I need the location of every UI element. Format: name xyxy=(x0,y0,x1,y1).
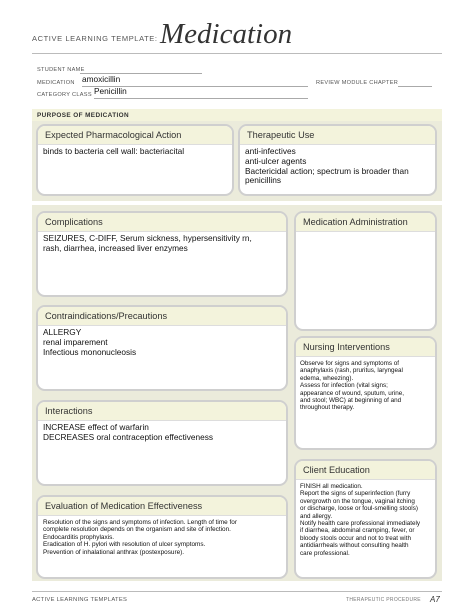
expected-action-title: Expected Pharmacological Action xyxy=(38,126,232,145)
review-module-label: REVIEW MODULE CHAPTER xyxy=(316,80,399,86)
client-education-body[interactable] xyxy=(296,480,435,560)
body-line: penicillins xyxy=(245,175,281,186)
body-line: or discharge, loose or foul-smelling stools) xyxy=(300,505,418,513)
body-line: DECREASES oral contraception effectiveness xyxy=(43,431,214,442)
interactions-title: Interactions xyxy=(38,402,286,421)
body-line: Assess for infection (vital signs; xyxy=(300,382,388,390)
body-line: Endocarditis prophylaxis. xyxy=(43,533,115,541)
body-line: rash, diarrhea, increased liver enzymes xyxy=(43,242,188,253)
evaluation-title: Evaluation of Medication Effectiveness xyxy=(38,497,286,516)
body-line: Prevention of inhalational anthrax (postexposure). xyxy=(43,548,185,556)
contraindications-card xyxy=(36,305,288,391)
client-education-title: Client Education xyxy=(296,461,435,480)
expected-action-body[interactable] xyxy=(38,145,232,159)
therapeutic-use-title: Therapeutic Use xyxy=(240,126,435,145)
footer-right-text: THERAPEUTIC PROCEDURE xyxy=(346,597,421,603)
category-class-label: CATEGORY CLASS xyxy=(37,92,92,98)
medication-label: MEDICATION xyxy=(37,80,75,86)
contraindications-title: Contraindications/Precautions xyxy=(38,307,286,326)
footer-left-text: ACTIVE LEARNING TEMPLATES xyxy=(32,597,128,603)
student-name-label: STUDENT NAME xyxy=(37,67,85,73)
page-number: A7 xyxy=(430,595,440,604)
body-line: renal imparement xyxy=(43,336,108,347)
body-line: care professional. xyxy=(300,549,350,557)
complications-title: Complications xyxy=(38,213,286,232)
body-line: Report the signs of superinfection (furry xyxy=(300,490,411,498)
review-module-field[interactable] xyxy=(398,86,432,87)
category-class-value[interactable]: Penicillin xyxy=(94,86,127,96)
body-line: overgrowth on the tongue, vaginal itching xyxy=(300,497,415,505)
complications-body[interactable] xyxy=(38,232,286,256)
medication-administration-card xyxy=(294,211,437,331)
interactions-card xyxy=(36,400,288,486)
body-line: Resolution of the signs and symptoms of infection. Length of time for xyxy=(43,519,237,526)
page-title: Medication xyxy=(160,18,293,50)
body-line: Bactericidal action; spectrum is broader than xyxy=(245,165,409,176)
therapeutic-use-body[interactable] xyxy=(240,145,435,188)
body-line: if diarrhea, abdominal cramping, fever, or xyxy=(300,527,415,535)
body-line: appearance of wound, sputum, urine, xyxy=(300,389,404,397)
medication-administration-title: Medication Administration xyxy=(296,213,435,232)
body-line: FINISH all medication. xyxy=(300,483,363,490)
interactions-body[interactable] xyxy=(38,421,286,445)
nursing-interventions-card xyxy=(294,336,437,450)
nursing-interventions-title: Nursing Interventions xyxy=(296,338,435,357)
body-line: anti-ulcer agents xyxy=(245,155,307,166)
body-line: SEIZURES, C-DIFF, Serum sickness, hypersensitivity rn, xyxy=(43,233,252,243)
body-line: and allergy. xyxy=(300,512,333,520)
body-line: INCREASE effect of warfarin xyxy=(43,422,149,432)
template-subtitle: ACTIVE LEARNING TEMPLATE: xyxy=(32,34,158,43)
body-line: edema, wheezing). xyxy=(300,374,354,382)
purpose-label: PURPOSE OF MEDICATION xyxy=(37,112,130,119)
category-class-field-line xyxy=(94,98,308,99)
therapeutic-use-card xyxy=(238,124,437,196)
body-line: complete resolution depends on the organism and site of infection. xyxy=(43,526,231,534)
body-line: and stool; WBC) at beginning of and xyxy=(300,397,402,405)
body-line: Infectious mononucleosis xyxy=(43,346,137,357)
body-line: anti-infectives xyxy=(245,146,296,156)
body-line: Eradication of H. pylori with resolution of ulcer symptoms. xyxy=(43,541,206,549)
footer-divider xyxy=(32,591,442,592)
evaluation-card xyxy=(36,495,288,579)
body-line: Observe for signs and symptoms of xyxy=(300,360,400,367)
medication-value[interactable]: amoxicillin xyxy=(82,74,121,84)
body-line: Notify health care professional immediately xyxy=(300,520,421,528)
evaluation-body[interactable] xyxy=(38,516,286,559)
complications-card xyxy=(36,211,288,297)
body-line: throughout therapy. xyxy=(300,404,355,412)
body-line: bloody stools occur and not to treat with xyxy=(300,534,411,542)
contraindications-body[interactable] xyxy=(38,326,286,359)
body-line: antidiarrheals without consulting health xyxy=(300,542,409,550)
body-line: binds to bacteria cell wall: bacteriacital xyxy=(43,146,185,156)
expected-action-card xyxy=(36,124,234,196)
body-line: ALLERGY xyxy=(43,327,82,337)
client-education-card xyxy=(294,459,437,579)
nursing-interventions-body[interactable] xyxy=(296,357,435,415)
medication-administration-body[interactable] xyxy=(296,232,435,236)
body-line: anaphylaxis (rash, pruritus, laryngeal xyxy=(300,367,403,375)
header-divider xyxy=(32,53,442,54)
